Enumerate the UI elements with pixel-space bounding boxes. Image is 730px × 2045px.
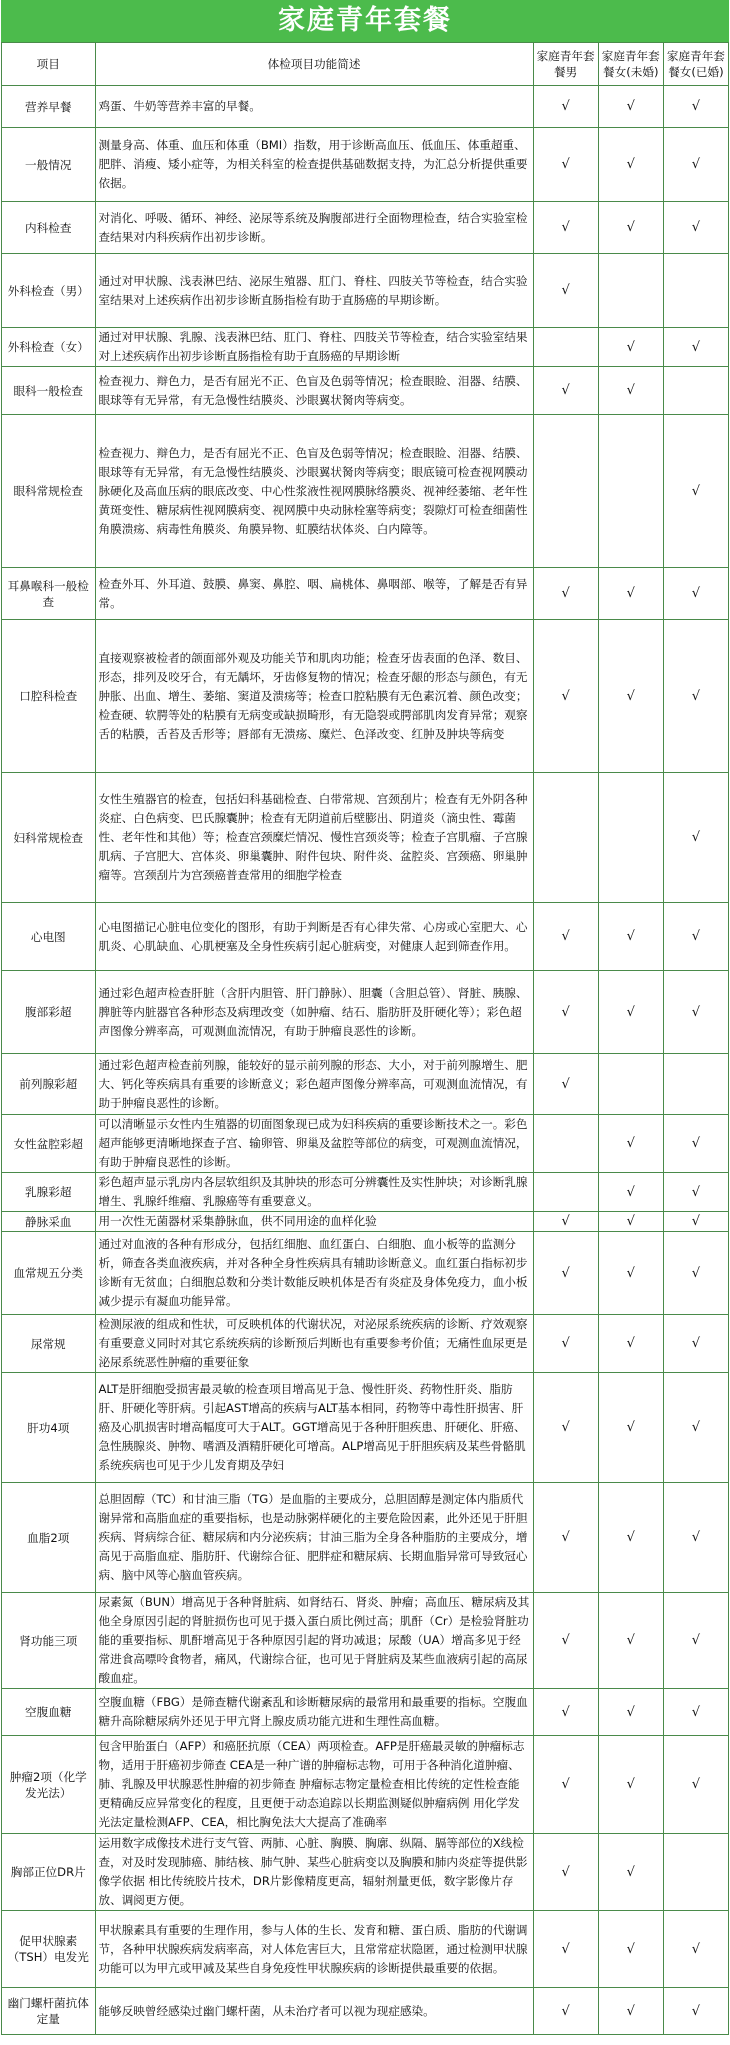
- mark-male: √: [533, 254, 598, 328]
- mark-female-unmarried: √: [598, 1593, 663, 1689]
- table-row: [2, 620, 729, 773]
- row-item-name: 腹部彩超: [2, 971, 96, 1054]
- row-item-name: 眼科一般检查: [2, 367, 96, 415]
- row-item-description: 用一次性无菌器材采集静脉血，供不同用途的血样化验: [95, 1212, 533, 1232]
- mark-female-unmarried: √: [598, 1173, 663, 1212]
- mark-female-married: √: [663, 1212, 728, 1232]
- row-item-description: 总胆固醇（TC）和甘油三脂（TG）是血脂的主要成分，总胆固醇是测定体内脂质代谢异常和高脂血症的重要指标，也是动脉粥样硬化的主要危险因素，此外还见于肝胆疾病、肾病综合征、糖尿病和内分泌疾病；甘油三脂为全身各种脂肪的主要成分，增高见于高脂血症、脂肪肝、代谢综合征、肥胖症和糖尿病、长期血脂异常可导致冠心病、脑中风等心脑血管疾病。: [95, 1483, 533, 1593]
- mark-female-unmarried: √: [598, 1232, 663, 1315]
- header-item: 项目: [2, 43, 96, 86]
- table-row: [2, 1988, 729, 2035]
- header-male: 家庭青年套餐男: [533, 43, 598, 86]
- row-item-description: 通过对甲状腺、乳腺、浅表淋巴结、肛门、脊柱、四肢关节等检查，结合实验室结果对上述疾病作出初步诊断直肠指检有助于直肠癌的早期诊断: [95, 328, 533, 367]
- mark-female-married: [663, 1834, 728, 1911]
- table-row: [2, 773, 729, 903]
- row-item-description: 通过彩色超声检查前列腺，能较好的显示前列腺的形态、大小，对于前列腺增生、肥大、钙化等疾病具有重要的诊断意义；彩色超声图像分辨率高，可观测血流情况，有助于肿瘤良恶性的诊断。: [95, 1054, 533, 1115]
- mark-female-unmarried: √: [598, 1988, 663, 2035]
- row-item-name: 肝功4项: [2, 1373, 96, 1483]
- mark-female-married: √: [663, 1232, 728, 1315]
- row-item-description: 直接观察被检者的颌面部外观及功能关节和肌肉功能；检查牙齿表面的色泽、数目、形态，排列及咬牙合，有无龋坏，牙齿修复物的情况；检查牙龈的形态与颜色，有无肿胀、出血、增生、萎缩、窦道及溃疡等；检查口腔粘膜有无色素沉着、颜色改变；检查硬、软腭等处的粘膜有无病变或缺损畸形，有无隐裂或腭部肌肉发育异常；观察舌的粘膜，舌苔及舌形等；唇部有无溃疡、糜烂、色泽改变、红肿及肿块等病变: [95, 620, 533, 773]
- mark-female-married: √: [663, 1483, 728, 1593]
- row-item-name: 前列腺彩超: [2, 1054, 96, 1115]
- table-row: [2, 568, 729, 620]
- mark-male: √: [533, 1911, 598, 1988]
- row-item-description: 对消化、呼吸、循环、神经、泌尿等系统及胸腹部进行全面物理检查，结合实验室检查结果对内科疾病作出初步诊断。: [95, 202, 533, 254]
- table-row: [2, 128, 729, 202]
- mark-female-unmarried: √: [598, 202, 663, 254]
- row-item-name: 血脂2项: [2, 1483, 96, 1593]
- row-item-name: 一般情况: [2, 128, 96, 202]
- mark-female-unmarried: √: [598, 1483, 663, 1593]
- mark-male: √: [533, 86, 598, 128]
- mark-female-married: [663, 254, 728, 328]
- mark-female-unmarried: √: [598, 1115, 663, 1173]
- mark-female-married: √: [663, 773, 728, 903]
- mark-male: √: [533, 903, 598, 971]
- mark-male: √: [533, 1689, 598, 1736]
- table-row: [2, 415, 729, 568]
- table-row: [2, 254, 729, 328]
- mark-female-unmarried: √: [598, 568, 663, 620]
- row-item-description: 检查视力、辩色力，是否有屈光不正、色盲及色弱等情况；检查眼睑、泪器、结膜、眼球等有无异常，有无急慢性结膜炎、沙眼翼状胬肉等病变；眼底镜可检查视网膜动脉硬化及高血压病的眼底改变、中心性浆液性视网膜脉络膜炎、视神经萎缩、老年性黄斑变性、糖尿病性视网膜病变、视网膜中央动脉栓塞等病变；裂隙灯可检查细菌性角膜溃疡、病毒性角膜炎、角膜异物、虹膜结状体炎、白内障等。: [95, 415, 533, 568]
- row-item-description: 尿素氮（BUN）增高见于各种肾脏病、如肾结石、肾炎、肿瘤；高血压、糖尿病及其他全身原因引起的肾脏损伤也可见于摄入蛋白质比例过高；肌酐（Cr）是检验肾脏功能的重要指标、肌酐增高见于各种原因引起的肾功减退；尿酸（UA）增高多见于经常进食高嘌呤食物者，痛风，代谢综合征，也可见于肾脏病及某些血液病引起的高尿酸血症。: [95, 1593, 533, 1689]
- row-item-description: 通过对血液的各种有形成分，包括红细胞、血红蛋白、白细胞、血小板等的监测分析，筛查各类血液疾病，并对各种全身性疾病具有辅助诊断意义。血红蛋白指标初步诊断有无贫血；白细胞总数和分类计数能反映机体是否有炎症及身体免疫力，血小板减少提示有凝血功能异常。: [95, 1232, 533, 1315]
- row-item-description: 通过对甲状腺、浅表淋巴结、泌尿生殖器、肛门、脊柱、四肢关节等检查，结合实验室结果对上述疾病作出初步诊断直肠指检有助于直肠癌的早期诊断。: [95, 254, 533, 328]
- table-row: [2, 971, 729, 1054]
- row-item-name: 口腔科检查: [2, 620, 96, 773]
- mark-male: √: [533, 568, 598, 620]
- row-item-name: 营养早餐: [2, 86, 96, 128]
- mark-female-unmarried: √: [598, 1736, 663, 1834]
- table-row: [2, 1834, 729, 1911]
- mark-female-married: √: [663, 903, 728, 971]
- exam-items-table: [1, 42, 729, 2035]
- mark-male: √: [533, 1232, 598, 1315]
- table-row: [2, 903, 729, 971]
- row-item-name: 胸部正位DR片: [2, 1834, 96, 1911]
- header-female-married: 家庭青年套餐女(已婚): [663, 43, 728, 86]
- mark-female-married: [663, 1054, 728, 1115]
- row-item-description: 可以清晰显示女性内生殖器的切面图象现已成为妇科疾病的重要诊断技术之一。彩色超声能够更清晰地探查子宫、输卵管、卵巢及盆腔等部位的病变，可观测血流情况，有助于肿瘤良恶性的诊断。: [95, 1115, 533, 1173]
- row-item-name: 女性盆腔彩超: [2, 1115, 96, 1173]
- row-item-description: 检查视力、辩色力，是否有屈光不正、色盲及色弱等情况；检查眼睑、泪器、结膜、眼球等有无异常，有无急慢性结膜炎、沙眼翼状胬肉等病变。: [95, 367, 533, 415]
- row-item-name: 乳腺彩超: [2, 1173, 96, 1212]
- row-item-name: 空腹血糖: [2, 1689, 96, 1736]
- mark-female-married: √: [663, 1315, 728, 1373]
- mark-female-married: √: [663, 1689, 728, 1736]
- row-item-name: 妇科常规检查: [2, 773, 96, 903]
- table-row: [2, 1232, 729, 1315]
- mark-female-married: √: [663, 202, 728, 254]
- table-row: [2, 86, 729, 128]
- row-item-description: 能够反映曾经感染过幽门螺杆菌，从未治疗者可以视为现症感染。: [95, 1988, 533, 2035]
- table-row: [2, 1689, 729, 1736]
- mark-male: √: [533, 1212, 598, 1232]
- table-row: [2, 1212, 729, 1232]
- row-item-description: 彩色超声显示乳房内各层软组织及其肿块的形态可分辨囊性及实性肿块；对诊断乳腺增生、乳腺纤维瘤、乳腺癌等有重要意义。: [95, 1173, 533, 1212]
- mark-female-married: √: [663, 620, 728, 773]
- row-item-description: 鸡蛋、牛奶等营养丰富的早餐。: [95, 86, 533, 128]
- table-row: [2, 1115, 729, 1173]
- mark-female-unmarried: √: [598, 1689, 663, 1736]
- row-item-description: 检测尿液的组成和性状，可反映机体的代谢状况，对泌尿系统疾病的诊断、疗效观察有重要意义同时对其它系统疾病的诊断预后判断也有重要参考价值；无痛性血尿更是泌尿系统恶性肿瘤的重要征象: [95, 1315, 533, 1373]
- table-row: [2, 328, 729, 367]
- mark-female-unmarried: √: [598, 1911, 663, 1988]
- mark-female-married: √: [663, 1373, 728, 1483]
- mark-female-married: √: [663, 1115, 728, 1173]
- mark-female-unmarried: [598, 415, 663, 568]
- table-row: [2, 1373, 729, 1483]
- mark-female-married: √: [663, 1911, 728, 1988]
- row-item-name: 幽门螺杆菌抗体定量: [2, 1988, 96, 2035]
- mark-female-unmarried: √: [598, 1315, 663, 1373]
- mark-female-married: √: [663, 1173, 728, 1212]
- row-item-description: ALT是肝细胞受损害最灵敏的检查项目增高见于急、慢性肝炎、药物性肝炎、脂肪肝、肝硬化等肝病。引起AST增高的疾病与ALT基本相同，药物等中毒性肝损害、肝癌及心肌损害时增高幅度可大于ALT。GGT增高见于各种肝胆疾患、肝硬化、肝癌、急性胰腺炎、肿物、嗜酒及酒精肝硬化可增高。ALP增高见于肝胆疾病及某些骨骼肌系统疾病也可见于少儿发育期及孕妇: [95, 1373, 533, 1483]
- mark-male: [533, 328, 598, 367]
- row-item-name: 眼科常规检查: [2, 415, 96, 568]
- row-item-name: 耳鼻喉科一般检查: [2, 568, 96, 620]
- mark-female-unmarried: √: [598, 971, 663, 1054]
- table-row: [2, 1483, 729, 1593]
- mark-male: √: [533, 1834, 598, 1911]
- row-item-description: 空腹血糖（FBG）是筛查糖代谢紊乱和诊断糖尿病的最常用和最重要的指标。空腹血糖升高除糖尿病外还见于甲亢肾上腺皮质功能亢进和生理性高血糖。: [95, 1689, 533, 1736]
- mark-male: √: [533, 367, 598, 415]
- table-row: [2, 1911, 729, 1988]
- mark-male: [533, 1173, 598, 1212]
- mark-female-unmarried: √: [598, 620, 663, 773]
- row-item-name: 肾功能三项: [2, 1593, 96, 1689]
- table-row: [2, 367, 729, 415]
- mark-female-unmarried: √: [598, 903, 663, 971]
- mark-female-married: √: [663, 1593, 728, 1689]
- row-item-description: 测量身高、体重、血压和体重（BMI）指数，用于诊断高血压、低血压、体重超重、肥胖、消瘦、矮小症等，为相关科室的检查提供基础数据支持，为汇总分析提供重要依据。: [95, 128, 533, 202]
- mark-male: [533, 415, 598, 568]
- package-title: 家庭青年套餐: [1, 0, 729, 42]
- mark-male: √: [533, 1736, 598, 1834]
- mark-female-married: √: [663, 568, 728, 620]
- mark-female-unmarried: √: [598, 1373, 663, 1483]
- mark-female-married: √: [663, 86, 728, 128]
- mark-male: √: [533, 1483, 598, 1593]
- mark-female-married: √: [663, 328, 728, 367]
- mark-female-married: √: [663, 128, 728, 202]
- mark-female-married: [663, 367, 728, 415]
- mark-female-married: √: [663, 415, 728, 568]
- mark-female-unmarried: √: [598, 128, 663, 202]
- header-female-unmarried: 家庭青年套餐女(未婚): [598, 43, 663, 86]
- mark-female-unmarried: [598, 254, 663, 328]
- package-sheet: [1, 0, 729, 2035]
- row-item-name: 血常规五分类: [2, 1232, 96, 1315]
- mark-male: √: [533, 1054, 598, 1115]
- row-item-name: 心电图: [2, 903, 96, 971]
- mark-female-married: √: [663, 1736, 728, 1834]
- mark-female-unmarried: [598, 1054, 663, 1115]
- table-row: [2, 1315, 729, 1373]
- mark-male: √: [533, 971, 598, 1054]
- mark-female-unmarried: √: [598, 367, 663, 415]
- row-item-description: 女性生殖器官的检查，包括妇科基础检查、白带常规、宫颈刮片；检查有无外阴各种炎症、白色病变、巴氏腺囊肿；检查有无阴道前后壁膨出、阴道炎（滴虫性、霉菌性、老年性和其他）等；检查宫颈糜烂情况、慢性宫颈炎等；检查子宫肌瘤、子宫腺肌病、子宫肥大、宫体炎、卵巢囊肿、附件包块、附件炎、盆腔炎、宫颈癌、卵巢肿瘤等。宫颈刮片为宫颈癌普查常用的细胞学检查: [95, 773, 533, 903]
- table-row: [2, 1054, 729, 1115]
- mark-female-unmarried: √: [598, 1834, 663, 1911]
- row-item-name: 内科检查: [2, 202, 96, 254]
- table-row: [2, 1736, 729, 1834]
- mark-male: √: [533, 620, 598, 773]
- row-item-name: 外科检查（男）: [2, 254, 96, 328]
- table-row: [2, 1593, 729, 1689]
- row-item-name: 静脉采血: [2, 1212, 96, 1232]
- row-item-description: 包含甲胎蛋白（AFP）和癌胚抗原（CEA）两项检查。AFP是肝癌最灵敏的肿瘤标志物，适用于肝癌初步筛查 CEA是一种广谱的肿瘤标志物，可用于各种消化道肿瘤、肺、乳腺及甲状腺恶性肿瘤的初步筛查 肿瘤标志物定量检查相比传统的定性检查能更精确反应异常变化的程度，且更便于动态追踪以长期监测疑似肿瘤病例 用化学发光法定量检测AFP、CEA，相比胸免法大大提高了准确率: [95, 1736, 533, 1834]
- mark-male: √: [533, 202, 598, 254]
- mark-male: √: [533, 1373, 598, 1483]
- table-row: [2, 202, 729, 254]
- row-item-description: 检查外耳、外耳道、鼓膜、鼻窦、鼻腔、咽、扁桃体、鼻咽部、喉等，了解是否有异常。: [95, 568, 533, 620]
- mark-male: [533, 773, 598, 903]
- mark-female-unmarried: √: [598, 1212, 663, 1232]
- mark-female-unmarried: [598, 773, 663, 903]
- mark-male: √: [533, 1593, 598, 1689]
- mark-male: √: [533, 1315, 598, 1373]
- row-item-description: 心电图描记心脏电位变化的图形，有助于判断是否有心律失常、心房或心室肥大、心肌炎、心肌缺血、心肌梗塞及全身性疾病引起心脏病变，对健康人起到筛查作用。: [95, 903, 533, 971]
- mark-female-married: √: [663, 971, 728, 1054]
- mark-male: [533, 1115, 598, 1173]
- header-description: 体检项目功能简述: [95, 43, 533, 86]
- table-row: [2, 1173, 729, 1212]
- row-item-description: 甲状腺素具有重要的生理作用，参与人体的生长、发育和糖、蛋白质、脂肪的代谢调节，各种甲状腺疾病发病率高，对人体危害巨大，且常常症状隐匿，通过检测甲状腺功能可以为甲亢或甲减及某些自身免疫性甲状腺疾病的诊断提供最重要的依据。: [95, 1911, 533, 1988]
- row-item-name: 尿常规: [2, 1315, 96, 1373]
- row-item-description: 运用数字成像技术进行支气管、两肺、心脏、胸膜、胸廓、纵隔、膈等部位的X线检查，对及时发现肺癌、肺结核、肺气肿、某些心脏病变以及胸膜和肺内炎症等提供影像学依据 相比传统胶片技术，DR片影像精度更高，辐射剂量更低，数字影像片存放、调阅更方便。: [95, 1834, 533, 1911]
- table-header-row: [2, 43, 729, 86]
- row-item-description: 通过彩色超声检查肝脏（含肝内胆管、肝门静脉）、胆囊（含胆总管）、肾脏、胰腺、脾脏等内脏器官各种形态及病理改变（如肿瘤、结石、脂肪肝及肝硬化等）；彩色超声图像分辨率高，可观测血流情况，有助于肿瘤良恶性的诊断。: [95, 971, 533, 1054]
- mark-male: √: [533, 1988, 598, 2035]
- mark-female-unmarried: √: [598, 328, 663, 367]
- row-item-name: 促甲状腺素（TSH）电发光: [2, 1911, 96, 1988]
- mark-female-unmarried: √: [598, 86, 663, 128]
- row-item-name: 外科检查（女）: [2, 328, 96, 367]
- mark-female-married: √: [663, 1988, 728, 2035]
- row-item-name: 肿瘤2项（化学发光法）: [2, 1736, 96, 1834]
- mark-male: √: [533, 128, 598, 202]
